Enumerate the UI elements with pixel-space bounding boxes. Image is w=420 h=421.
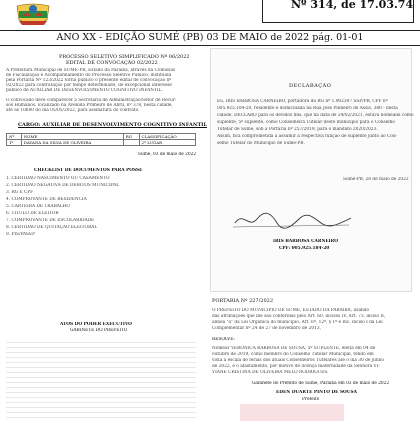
- doc-item: 5. CARTEIRA DE TRABALHO: [6, 204, 70, 209]
- convocation-line: até as 10h00 do dia 05/05/2022, para assinatura do contrato.: [6, 108, 140, 113]
- doc-item: 8. CERTIDÃO DE QUITAÇÃO ELEITORAL: [6, 225, 98, 230]
- doc-item: 1. CERTIDÃO NASCIMENTO OU CASAMENTO: [6, 176, 110, 181]
- declaration-title: DECLARAÇÃO: [289, 83, 332, 89]
- portaria-title: PORTARIA Nº 227/2022: [212, 298, 274, 304]
- resolve-line: outubro de 2019, como membro do Conselho Tutelar Municipal, tendo em: [212, 352, 374, 357]
- table-row: [7, 140, 196, 146]
- table-header-cell: CLASSIFICAÇÃO: [139, 134, 195, 140]
- process-title: PROCESSO SELETIVO SIMPLIFICADO Nº 06/2022: [59, 54, 190, 60]
- declaration-line: cidade, DECLARO para os devidos fins, que na data de 24/02/2021, estava nomeada como: [217, 113, 414, 118]
- intro-line: público de AUXILIAR DE DESENVOLVIMENTO COGNITIVO INFANTIL.: [6, 88, 163, 93]
- intro-line: de Fiscalização e Acompanhamento do Processo Seletivo Público, instituída: [6, 73, 172, 78]
- convocation-line: O convocado deve comparecer à Secretaria de Administração/Setor de Recur-: [6, 98, 177, 103]
- portaria-line: O PREFEITO DO MUNICÍPIO DE SUMÉ, ESTADO DA PARAÍBA, usando: [212, 308, 370, 313]
- doc-item: 7. COMPROVANTE DE ESCOLARIDADE: [6, 218, 95, 223]
- declaration-line: Eu, IRIS BARBOSA CARNEIRO, portadora do RG nº 1.902307 SSP/PB, CPF nº: [217, 99, 388, 104]
- table-header-cell: NOME: [21, 134, 123, 140]
- edition-banner: ANO XX - EDIÇÃO SUMÉ (PB) 03 DE MAIO de 2022 pág. 01-01: [0, 30, 420, 46]
- resolve-line: Nomear VERÔNICA BARBOSA DE SOUSA, 5º SUPLENTE, eleita em 04 de: [212, 346, 376, 351]
- resolve-line: de 2022, e o afastamento, por motivo de licença maternidade da Senhora VI-: [212, 364, 380, 369]
- intro-line: 02/2022 para contratação por tempo determinado, de excepcional interesse: [6, 83, 172, 88]
- portaria-line: alínea "a" da Lei Orgânica do município, Art. 6º, 12º, § 1º e Inc. inciso I da Lei: [212, 320, 383, 325]
- signer-cpf: CPF: 005.925.184-20: [279, 246, 330, 251]
- declaration-date: Sumé-PB, 28 de maio de 2022: [343, 177, 409, 182]
- issue-box: [262, 0, 414, 23]
- handwritten-signature: [233, 209, 353, 231]
- intro-line: pela Portaria Nº 123/2022 torna público o presente edital de convocação nº: [6, 78, 172, 83]
- municipal-crest: [13, 2, 53, 26]
- resolve-heading: RESOLVE:: [212, 337, 235, 342]
- docs-title: CHECKLIST DE DOCUMENTOS PARA POSSE: [34, 168, 143, 173]
- table-cell: 1º: [7, 140, 22, 146]
- resolve-line: VIANE CRISTINA DE OLIVEIRA MELO RODRIGUES.: [212, 370, 329, 375]
- candidate-table: [6, 133, 196, 146]
- left-column: [4, 48, 208, 420]
- table-cell: [123, 140, 139, 146]
- declaration-line: Assim, fica comprometida a assumir a respectiva função de suplente junto ao Con-: [217, 134, 398, 139]
- convocation-line: sos Humanos, localizado na Avenida Primeiro de Abril, nº 378, nesta cidade,: [6, 103, 173, 108]
- doc-item: 9. PIS/PASEP: [6, 232, 36, 237]
- declaration-line: 005.925.184-20, residente e domiciliada na Rua José Pinheiro de Assis, 380 - nesta: [217, 106, 398, 111]
- cabinet-heading: GABINETE DO PREFEITO: [70, 328, 128, 333]
- declaration-line: Tutelar de Sumé, sob a Portaria nº 257/2019, para o mandato 2020/2023.: [217, 127, 378, 132]
- mayor-stamp: [240, 404, 344, 421]
- doc-item: 4. COMPROVANTE DE RESIDÊNCIA: [6, 197, 87, 202]
- table-cell: 2º LUGAR: [139, 140, 195, 146]
- declaration-line: selho Tutelar do Município de Sumé-PB.: [217, 141, 305, 146]
- doc-item: 3. RG E CPF: [6, 190, 34, 195]
- doc-item: 6. TÍTULO DE ELEITOR: [6, 211, 59, 216]
- issue-number: Nº 314, de 17.03.74: [291, 0, 414, 11]
- mayor-title: Prefeito: [302, 397, 320, 402]
- doc-item: 2. CERTIDÃO NEGATIVA DE DÉBITOS MUNICIPAL: [6, 183, 120, 188]
- edital-title: EDITAL DE CONVOCAÇÃO 02/2022: [66, 60, 158, 66]
- closing-line: Gabinete do Prefeito de Sumé, Paraíba em 03 de maio de 2022: [252, 381, 390, 386]
- portaria-line: das atribuições que lhe são conferidas pelo Art. 60, incisos IV, Art. 73, inciso II,: [212, 314, 386, 319]
- left-text-block: [6, 338, 196, 418]
- right-column: [210, 48, 416, 420]
- mayor-name: ÉDEN DUARTE PINTO DE SOUSA: [276, 390, 357, 395]
- left-date: Sumé, 03 de maio de 2022: [138, 152, 197, 157]
- declaration-line: suplente, 5º suplente, como Conselheira Tutelar deste município para o Conselho: [217, 120, 395, 125]
- table-header-cell: Nº: [7, 134, 22, 140]
- declaration-scan: [210, 48, 412, 292]
- table-header-cell: RG: [123, 134, 139, 140]
- signer-name: IRIS BARBOSA CARNEIRO: [273, 239, 338, 244]
- acts-heading: ATOS DO PODER EXECUTIVO: [60, 322, 132, 327]
- table-cell: DAYANA DA SILVA DE OLIVEIRA: [21, 140, 123, 146]
- intro-line: A Prefeitura Municipal de SUMÉ-PB, Estado da Paraíba, através da Comissão: [6, 68, 176, 73]
- position-title: CARGO: AUXILIAR DE DESENVOLVIMENTO COGNITIVO INFANTIL: [18, 122, 208, 128]
- resolve-line: vista a escala de férias dos atuais Conselheiros Tutelares até o dia 30 de junho: [212, 358, 385, 363]
- portaria-line: Complementar nº 24 de 27 de novembro de 2013,: [212, 326, 321, 331]
